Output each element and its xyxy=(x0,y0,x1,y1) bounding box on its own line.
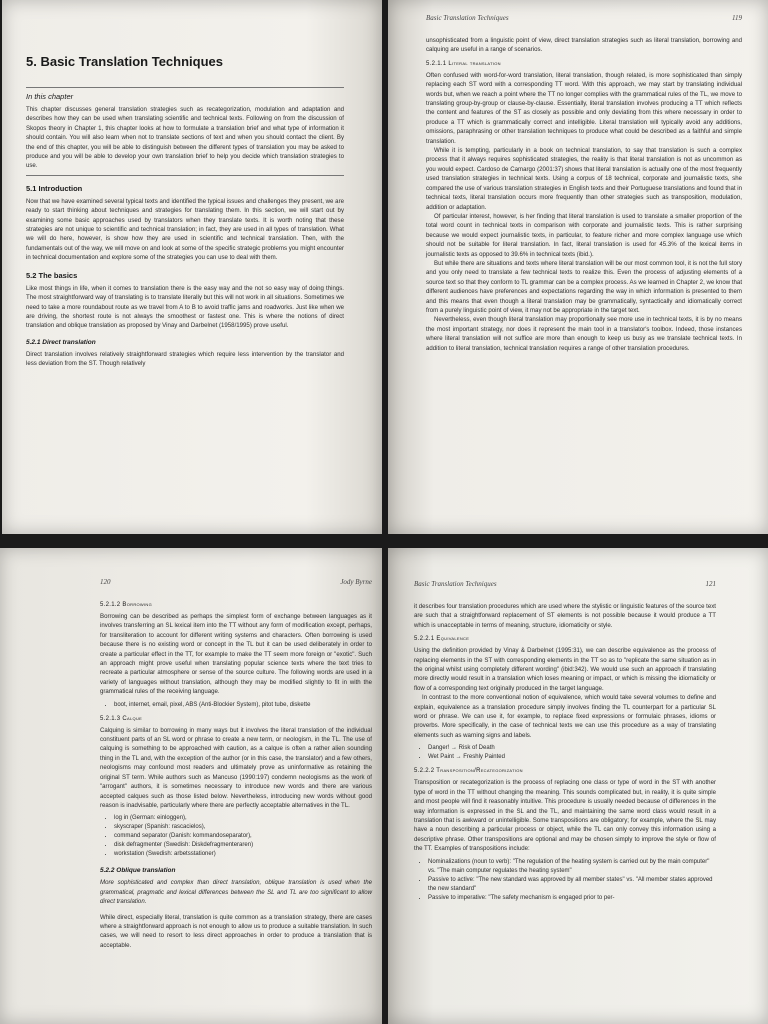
page-number: 120 xyxy=(100,578,111,586)
page-content xyxy=(100,578,372,950)
page-content xyxy=(414,580,716,909)
paragraph: Borrowing can be described as perhaps the simplest form of exchange between languages as it involves transferring an SL lexical item into the TT without any form of modification except, perhaps, for transliteration to account for different writing systems and characters. Often borrowing is used because there is no existing word or concept in the TL but it can be used deliberately in order to create a particular effect in the TT, for example to make the TT seem more foreign or "exotic". Such an approach might prove useful when translating popular science texts where the text tries to recreate a particular atmosphere or sense of the source culture. The following words are used in a variety of languages without translation, although they may be modified slightly to fit in with the grammatical rules of the receiving language. xyxy=(100,613,372,696)
subsection-heading: 5.2.1 Direct translation xyxy=(26,338,96,346)
running-header xyxy=(414,580,716,588)
paragraph: Nevertheless, even though literal translation may proportionally see more use in technical texts, it is by no means the most important strategy, nor does it represent the main tool in a translator's toolbox. Indeed, those instances where literal translation will not suffice are more than enough to keep us busy as we translate technical texts. In addition to literal translation, technical translation requires a range of other translation procedures. xyxy=(426,316,742,352)
list-item: • Passive to active: "The new standard was approved by all member states" vs. "All member states approved the new standard" xyxy=(428,876,716,894)
running-head-title: Basic Translation Techniques xyxy=(426,14,509,22)
running-head-author: Jody Byrne xyxy=(340,578,372,586)
paragraph: Direct translation involves relatively straightforward strategies which require less intervention by the translator and less deviation from the ST. Though relatively xyxy=(26,350,344,368)
paragraph: Using the definition provided by Vinay & Darbelnet (1995:31), we can describe equivalence as the process of replacing elements in the ST with corresponding elements in the TT so as to "replicate the same situation as in the original whilst using completely different wording" (ibid:342). We would use such an approach if translating more directly would result in a translation which loses meaning or impact, or which is missing the idiomaticity or flow of a corresponding text originally produced in the target language. xyxy=(414,647,716,692)
paragraph: While it is tempting, particularly in a book on technical translation, to say that translation is such a complex process that it always requires sophisticated strategies, the reality is that literal translation is not as uncommon as you would expect. Cardoso de Camargo (2001:37) shows that literal translation is actually one of the most frequently used translation strategies in technical texts. Using a corpus of 18 technical, corporate and journalistic texts, she compared the use of various translation strategies in English texts and their Portuguese translations and found that in technical texts, literal translation occurs more frequently than other strategies such as transposition, modulation, addition or adaptation. xyxy=(426,147,742,211)
list-item: • workstation (Swedish: arbetsstationer) xyxy=(114,850,372,859)
list-item: • Wet Paint → Freshly Painted xyxy=(428,753,716,762)
page-number: 121 xyxy=(705,580,716,588)
paragraph: Now that we have examined several typical texts and identified the typical issues and challenges they present, we are ready to start thinking about techniques and strategies for translating them. In this section, we will start out by examining some basic approaches used by translators when they translate texts. It is worth noting that these strategies are not unique to scientific and technical translation; in fact, they are used in all types of translation. What we will do here, however, is show how they are used in scientific and technical translation. Then, with the fundamentals out of the way, we will move on and look at some of the specific strategic problems you might encounter in technical documentation and explore some of the strategies you can use to deal with them. xyxy=(26,197,344,262)
chapter-title: 5. Basic Translation Techniques xyxy=(26,54,223,69)
paragraph: Of particular interest, however, is her finding that literal translation is used to translate a smaller proportion of the total word count in technical texts in comparison with corporate and journalistic texts. This is rather surprising because we would expect journalistic texts, in particular, to feature richer and more complex language use which should not be suitable for literal translation. In fact, literal translation is used for 45.3% of the lexical items in journalistic texts as opposed to 39.6% in technical texts (ibid.). xyxy=(426,212,742,258)
paragraph: In contrast to the more conventional notion of equivalence, which would take several volumes to define and explain, equivalence as a translation procedure simply involves finding the TL counterpart for a particular SL word or phrase. We can use it, for example, to replace fixed expressions or formulaic phrases, idioms or proverbs. More specifically, in the case of technical texts we can use this procedure as a way of translating elements such as warning signs and labels. xyxy=(414,694,716,739)
subsection-heading: 5.2.2.2 Transposition/Recategorization xyxy=(414,768,523,775)
paragraph: Transposition or recategorization is the process of replacing one class or type of word in the ST with another type of word in the TT without changing the meaning. This sounds complicated but, in reality, it is quite simple and most people will find it reasonably intuitive. This procedure is usually needed because of differences in the way information is expressed in the SL and the TL, and maintaining the same word class would result in a translation that is awkward or unintelligible. Some transpositions are obligatory; for example, where the SL may have a noun describing a particular process or object, while the TL can only convey this information using a descriptive phrase. Other transpositions are optional and may be chosen simply to improve the style or flow of the TT. Examples of transpositions include: xyxy=(414,779,716,853)
page-118 xyxy=(2,0,382,534)
equivalence-list xyxy=(414,744,716,762)
subsection-heading: 5.2.1.1 Literal translation xyxy=(426,60,501,67)
list-item: • Danger! → Risk of Death xyxy=(428,744,716,753)
list-item: • Nominalizations (noun to verb): "The regulation of the heating system is carried out by the main computer" vs. "The main computer regulates the heating system" xyxy=(428,858,716,876)
paragraph: unsophisticated from a linguistic point of view, direct translation strategies such as literal translation, borrowing and calquing are useful in a range of scenarios. xyxy=(426,37,742,54)
subsection-heading: 5.2.2 Oblique translation xyxy=(100,867,176,875)
paragraph: it describes four translation procedures which are used where the stylistic or linguistic features of the source text are such that a straightforward replacement of ST elements is not possible because it would produce a TT which is unacceptable in terms of meaning, structure, idiomaticity or style. xyxy=(414,603,716,629)
page-119 xyxy=(388,0,768,534)
list-item: • command separator (Danish: kommandoseparator), xyxy=(114,832,372,841)
page-120 xyxy=(0,548,382,1024)
transposition-list xyxy=(414,858,716,903)
section-heading: 5.2 The basics xyxy=(26,270,78,280)
paragraph: Like most things in life, when it comes to translation there is the easy way and the not so easy way of doing things. The most straightforward way of translating is to translate literally but this will not work in all situations. Sometimes we need to take a more roundabout route as we travel from A to B to avoid traffic jams and roadworks. Just like when we are driving, the shortest route is not always the smoothest or fastest one. This is where the notions of direct translation and oblique translation as proposed by Vinay and Darbelnet (1958/1995) prove useful. xyxy=(26,284,344,330)
list-item: • Passive to imperative: "The safety mechanism is engaged prior to per- xyxy=(428,894,716,903)
in-this-chapter-heading: In this chapter xyxy=(26,92,74,101)
section-heading: 5.1 Introduction xyxy=(26,183,83,193)
paragraph: But while there are situations and texts where literal translation will be our most common tool, it is not the full story and you only need to translate a few technical texts to realize this. Even the process of adjusting elements of a source text so that they conform to TL grammar can be a complex process. As we learned in Chapter 2, we know that different audiences have preferences and expectations regarding the way in which information is presented to them and this means that even though a literal translation may be grammatically, syntactically and idiomatically correct from a purely linguistic point of view, it may not be appropriate in the target text. xyxy=(426,259,743,314)
list-item: • log in (German: einloggen), xyxy=(114,814,372,823)
chapter-intro: This chapter discusses general translation strategies such as recategorization, modulation and adaptation and describes how they can be used when translating scientific and technical texts. Following on from the discussion of Skopos theory in Chapter 1, this chapter looks at how to formulate a translation brief and what type of information it should contain. You will also learn when not to translate sections of text and when you should contact the client. By the end of this chapter, you will be able to distinguish between the different types of translation you may be asked to produce and you will be able to develop your own translation brief to help you decide which translation strategies to use. xyxy=(26,106,344,170)
subsection-heading: 5.2.1.2 Borrowing xyxy=(100,602,153,608)
borrowing-list xyxy=(100,701,372,710)
page-content xyxy=(26,14,344,369)
list-item: • boot, internet, email, pixel, ABS (Anti-Blockier System), pitot tube, diskette xyxy=(114,701,372,710)
subsection-heading: 5.2.1.3 Calque xyxy=(100,715,143,722)
running-head-title: Basic Translation Techniques xyxy=(414,580,497,588)
page-number: 119 xyxy=(732,14,742,22)
calque-list xyxy=(100,814,372,859)
paragraph: While direct, especially literal, translation is quite common as a translation strategy, there are cases where a straightforward approach is not enough to allow us to produce a suitable translation. In such cases, we will need to resort to less direct approaches in order to produce a translation that is acceptable. xyxy=(100,913,372,949)
running-header xyxy=(100,578,372,586)
subsection-heading: 5.2.2.1 Equivalence xyxy=(414,636,470,643)
running-header xyxy=(426,14,742,22)
summary-paragraph: More sophisticated and complex than direct translation, oblique translation is used when the grammatical, pragmatic and lexical differences between the SL and TL are too significant to allow direct translation. xyxy=(100,879,372,906)
list-item: • skyscraper (Spanish: rascacielos), xyxy=(114,823,372,832)
list-item: • disk defragmenter (Swedish: Diskdefragmenteraren) xyxy=(114,841,372,850)
divider xyxy=(26,87,344,88)
page-content xyxy=(426,14,742,353)
paragraph: Calquing is similar to borrowing in many ways but it involves the literal translation of the individual constituent parts of an SL word or phrase to create a new term, or neologism, in the TL. The use of calquing is something to be approached with caution, as a calque is often a rather alien sounding thing in the TL and, with the exception of the author (or in this case, the translator) and a few others, neologisms may confound most readers and ultimately prove as uninformative as retaining the original ST term. While authors such as Mancuso (1990:197) condemn neologisms as the work of "arrogant" authors, it is sometimes necessary to introduce new words and there are various accepted calques such as those listed below. Nevertheless, introducing new words without good reason is inadvisable, particularly where there are perfectly acceptable alternatives in the TL. xyxy=(100,726,372,809)
page-121 xyxy=(388,548,768,1024)
paragraph: Often confused with word-for-word translation, literal translation, though related, is more sophisticated than simply replacing each ST word with a corresponding TT word. With this approach, we may start by translating individual words but, when we reach a point where the TT no longer complies with the grammatical rules of the TL, we move to translating group-by-group or clause-by-clause. Essentially, literal translation involves producing a TT which reflects the content and features of the ST as closely as possible and only deviating from this where necessary in order to produce a TT which is grammatically correct and intelligible. Literal translation will typically avoid any additions, omissions, paraphrasing or other translation techniques to produce what could be described as a faithful and simple translation. xyxy=(426,71,742,145)
divider xyxy=(26,175,344,176)
